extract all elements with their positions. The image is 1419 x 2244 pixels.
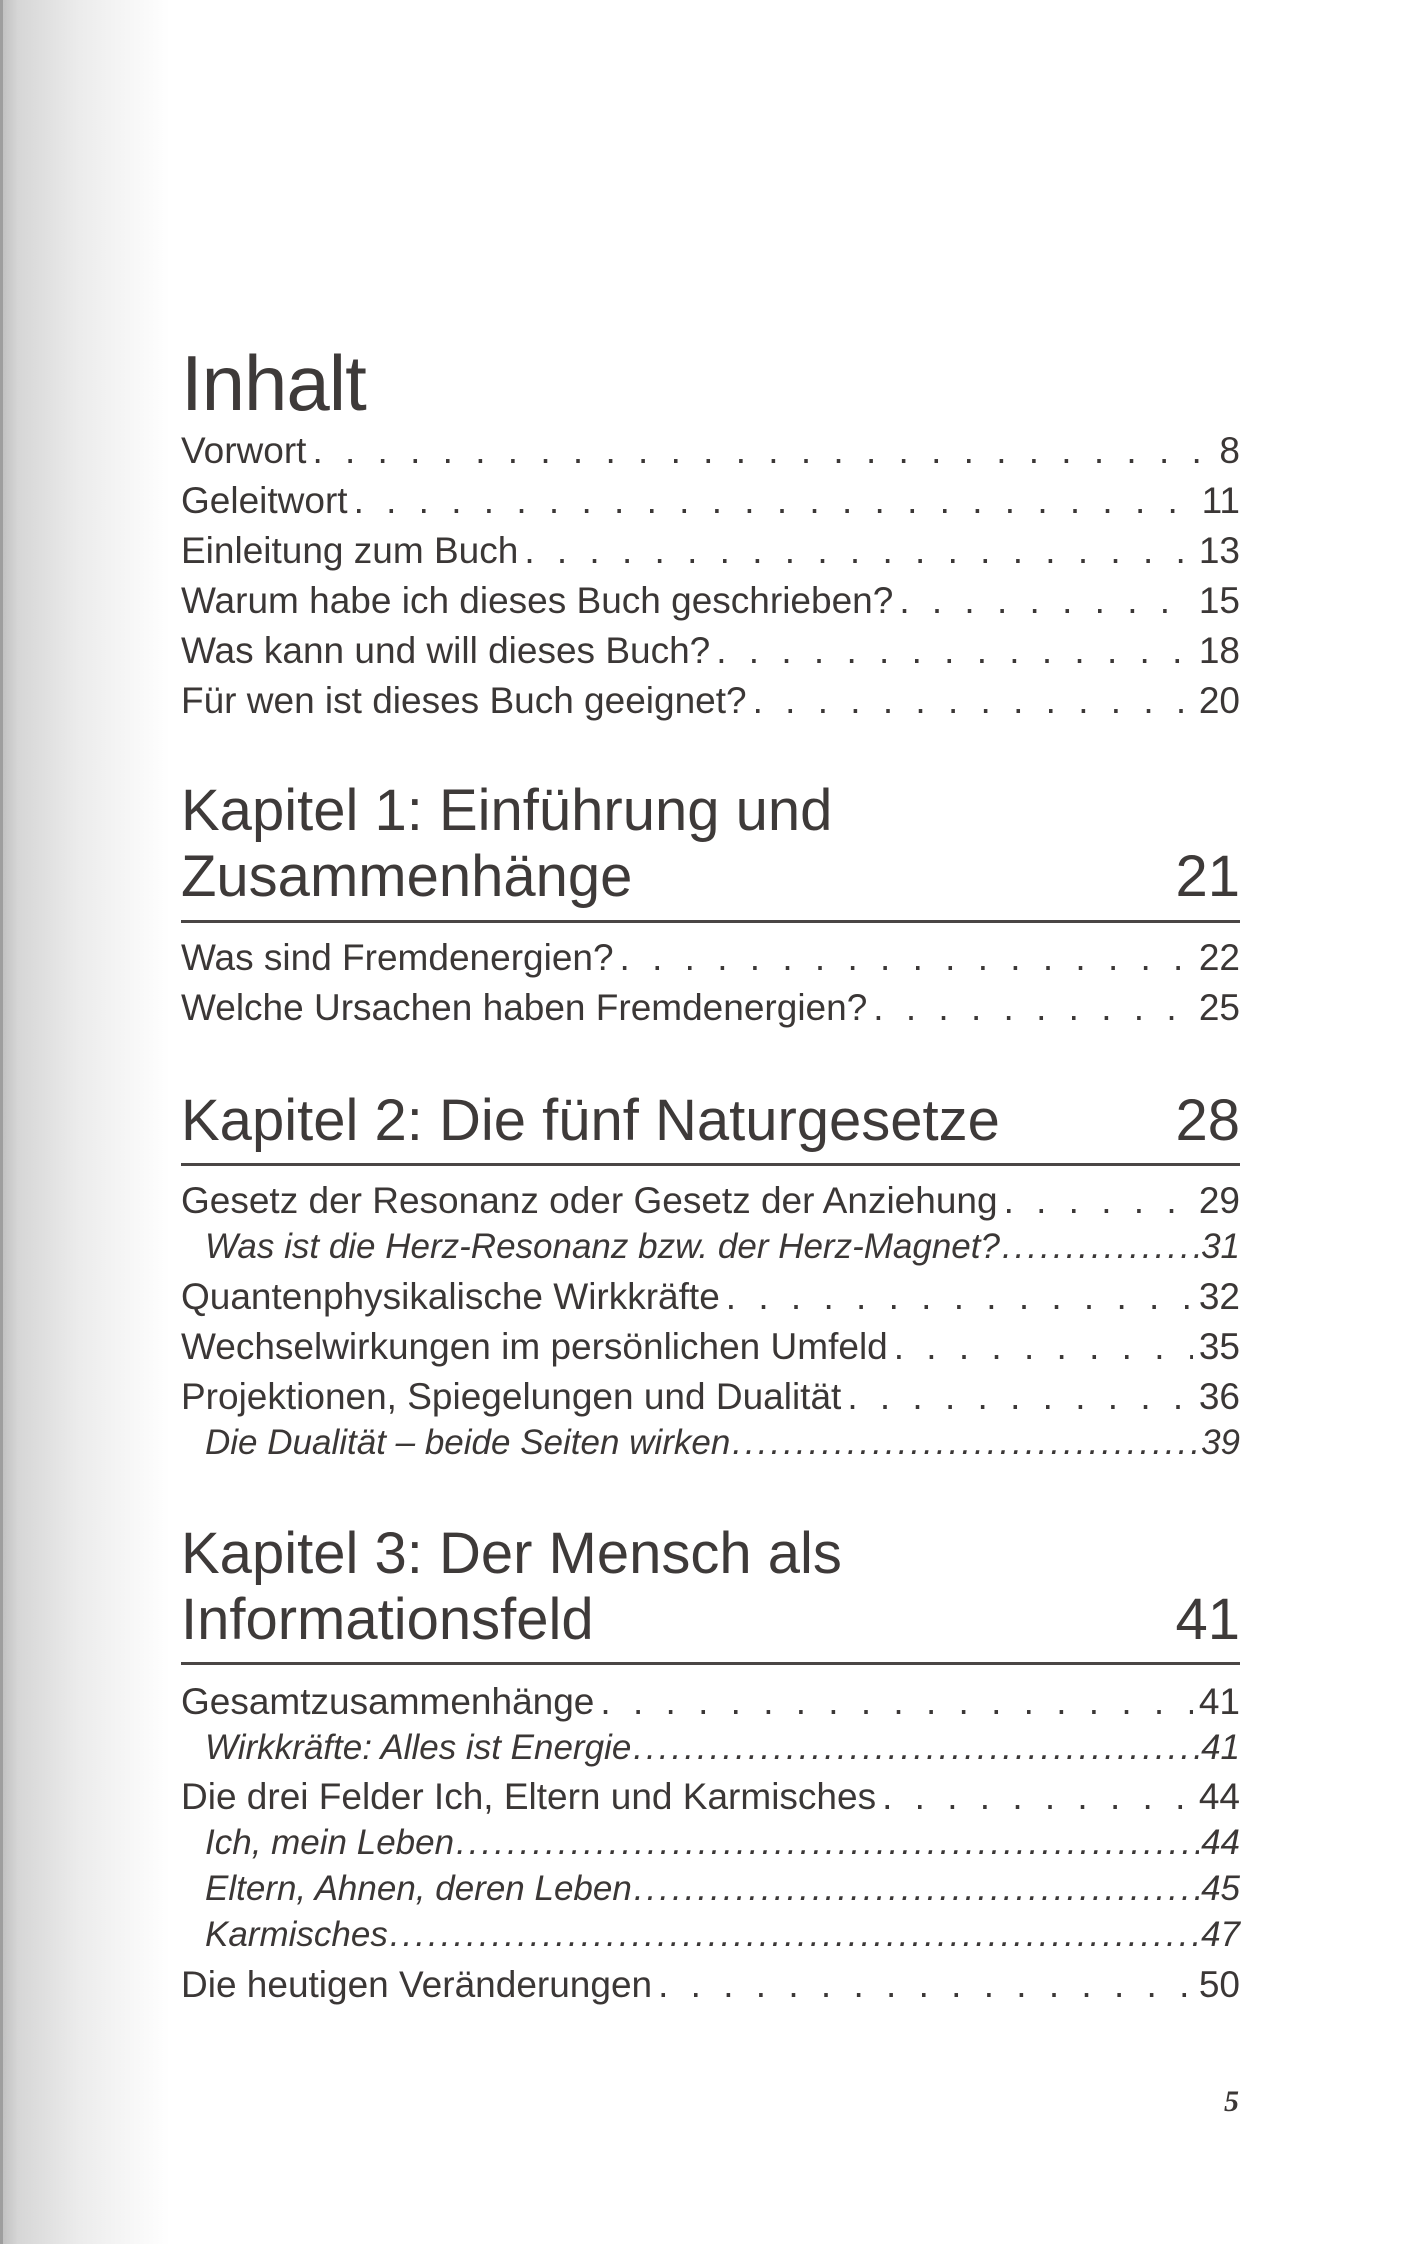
dot-leader bbox=[354, 476, 1196, 526]
dot-leader bbox=[873, 983, 1193, 1033]
chapter-page: 28 bbox=[1175, 1088, 1240, 1153]
dot-leader bbox=[732, 1420, 1199, 1466]
toc-entry[interactable] bbox=[181, 426, 1240, 476]
toc-entry-label: Karmisches bbox=[205, 1915, 388, 1954]
toc-entry-page: 44 bbox=[1201, 1823, 1240, 1862]
chapter-heading[interactable] bbox=[181, 1521, 1240, 1653]
toc-entry[interactable] bbox=[181, 983, 1240, 1033]
page-title: Inhalt bbox=[181, 339, 366, 428]
toc-entry-label: Vorwort bbox=[181, 430, 307, 471]
toc-entry[interactable] bbox=[181, 576, 1240, 626]
toc-entry-page: 44 bbox=[1198, 1776, 1240, 1817]
toc-entry-label: Wirkkräfte: Alles ist Energie bbox=[205, 1728, 632, 1767]
toc-entry-label: Quantenphysikalische Wirkkräfte bbox=[181, 1276, 720, 1317]
dot-leader bbox=[1004, 1176, 1193, 1226]
toc-entry-page: 32 bbox=[1198, 1276, 1240, 1317]
page-edge bbox=[0, 0, 3, 2244]
chapter-heading[interactable] bbox=[181, 778, 1240, 910]
chapter-page: 21 bbox=[1175, 844, 1240, 909]
toc-entry-label: Gesamtzusammenhänge bbox=[181, 1681, 595, 1722]
dot-leader bbox=[524, 526, 1193, 576]
toc-entry-label: Was sind Fremdenergien? bbox=[181, 937, 614, 978]
chapter-rule bbox=[181, 920, 1240, 923]
toc-entry[interactable] bbox=[181, 476, 1240, 526]
dot-leader bbox=[658, 1960, 1193, 2010]
toc-entry-page: 8 bbox=[1219, 430, 1240, 471]
toc-subentry[interactable] bbox=[205, 1820, 1240, 1866]
toc-entry[interactable] bbox=[181, 1960, 1240, 2010]
chapter-title: Kapitel 2: Die fünf Naturgesetze bbox=[181, 1088, 1000, 1153]
dot-leader bbox=[456, 1820, 1199, 1866]
chapter-rule bbox=[181, 1662, 1240, 1665]
dot-leader bbox=[899, 576, 1193, 626]
toc-entry-page: 35 bbox=[1198, 1326, 1240, 1367]
toc-entry-page: 25 bbox=[1198, 987, 1240, 1028]
toc-entry-page: 39 bbox=[1201, 1423, 1240, 1462]
toc-entry-label: Geleitwort bbox=[181, 480, 348, 521]
toc-entry-page: 50 bbox=[1198, 1964, 1240, 2005]
toc-entry[interactable] bbox=[181, 676, 1240, 726]
chapter-title: Kapitel 3: Der Mensch als bbox=[181, 1521, 842, 1586]
toc-entry-label: Die drei Felder Ich, Eltern und Karmisches bbox=[181, 1776, 877, 1817]
toc-entry-label: Welche Ursachen haben Fremdenergien? bbox=[181, 987, 868, 1028]
toc-entry[interactable] bbox=[181, 626, 1240, 676]
toc-entry-label: Was ist die Herz-Resonanz bzw. der Herz-Magnet? bbox=[205, 1227, 1000, 1266]
chapter-title: Informationsfeld bbox=[181, 1587, 594, 1652]
toc-entry-label: Die Dualität – beide Seiten wirken bbox=[205, 1423, 731, 1462]
toc-entry-page: 41 bbox=[1198, 1681, 1240, 1722]
toc-entry[interactable] bbox=[181, 1176, 1240, 1226]
book-spine-shadow bbox=[0, 0, 170, 2244]
toc-entry[interactable] bbox=[181, 1372, 1240, 1422]
toc-entry-label: Warum habe ich dieses Buch geschrieben? bbox=[181, 580, 894, 621]
dot-leader bbox=[390, 1912, 1199, 1958]
dot-leader bbox=[882, 1772, 1193, 1822]
toc-entry-page: 31 bbox=[1201, 1227, 1240, 1266]
toc-entry-page: 20 bbox=[1198, 680, 1240, 721]
toc-subentry[interactable] bbox=[205, 1912, 1240, 1958]
toc-entry-page: 36 bbox=[1198, 1376, 1240, 1417]
toc-subentry[interactable] bbox=[205, 1420, 1240, 1466]
dot-leader bbox=[1002, 1224, 1199, 1270]
dot-leader bbox=[312, 426, 1213, 476]
dot-leader bbox=[634, 1866, 1199, 1912]
toc-entry-page: 15 bbox=[1198, 580, 1240, 621]
toc-entry-page: 47 bbox=[1201, 1915, 1240, 1954]
toc-entry-page: 22 bbox=[1198, 937, 1240, 978]
dot-leader bbox=[600, 1677, 1192, 1727]
toc-entry-label: Wechselwirkungen im persönlichen Umfeld bbox=[181, 1326, 888, 1367]
toc-subentry[interactable] bbox=[205, 1224, 1240, 1270]
toc-entry-page: 29 bbox=[1198, 1180, 1240, 1221]
toc-entry-label: Gesetz der Resonanz oder Gesetz der Anziehung bbox=[181, 1180, 998, 1221]
chapter-title: Kapitel 1: Einführung und bbox=[181, 778, 833, 843]
toc-entry-page: 18 bbox=[1198, 630, 1240, 671]
dot-leader bbox=[894, 1322, 1193, 1372]
toc-entry[interactable] bbox=[181, 1322, 1240, 1372]
toc-entry-label: Die heutigen Veränderungen bbox=[181, 1964, 653, 2005]
toc-subentry[interactable] bbox=[205, 1866, 1240, 1912]
toc-entry[interactable] bbox=[181, 1272, 1240, 1322]
toc-entry[interactable] bbox=[181, 1677, 1240, 1727]
toc-entry-page: 11 bbox=[1201, 480, 1240, 521]
toc-entry-label: Was kann und will dieses Buch? bbox=[181, 630, 711, 671]
chapter-title: Zusammenhänge bbox=[181, 844, 633, 909]
toc-entry-label: Für wen ist dieses Buch geeignet? bbox=[181, 680, 747, 721]
toc-entry[interactable] bbox=[181, 1772, 1240, 1822]
chapter-rule bbox=[181, 1163, 1240, 1166]
dot-leader bbox=[847, 1372, 1193, 1422]
chapter-page: 41 bbox=[1175, 1587, 1240, 1652]
dot-leader bbox=[620, 933, 1193, 983]
page-number: 5 bbox=[1224, 2085, 1239, 2118]
chapter-heading[interactable] bbox=[181, 1088, 1240, 1154]
toc-entry-label: Eltern, Ahnen, deren Leben bbox=[205, 1869, 632, 1908]
dot-leader bbox=[716, 626, 1193, 676]
dot-leader bbox=[753, 676, 1193, 726]
toc-entry-page: 13 bbox=[1198, 530, 1240, 571]
toc-entry-label: Ich, mein Leben bbox=[205, 1823, 455, 1862]
toc-entry-label: Projektionen, Spiegelungen und Dualität bbox=[181, 1376, 842, 1417]
toc-entry-page: 45 bbox=[1201, 1869, 1240, 1908]
toc-entry-page: 41 bbox=[1201, 1728, 1240, 1767]
toc-subentry[interactable] bbox=[205, 1725, 1240, 1771]
toc-entry[interactable] bbox=[181, 933, 1240, 983]
dot-leader bbox=[633, 1725, 1199, 1771]
toc-entry-label: Einleitung zum Buch bbox=[181, 530, 519, 571]
toc-entry[interactable] bbox=[181, 526, 1240, 576]
dot-leader bbox=[726, 1272, 1193, 1322]
